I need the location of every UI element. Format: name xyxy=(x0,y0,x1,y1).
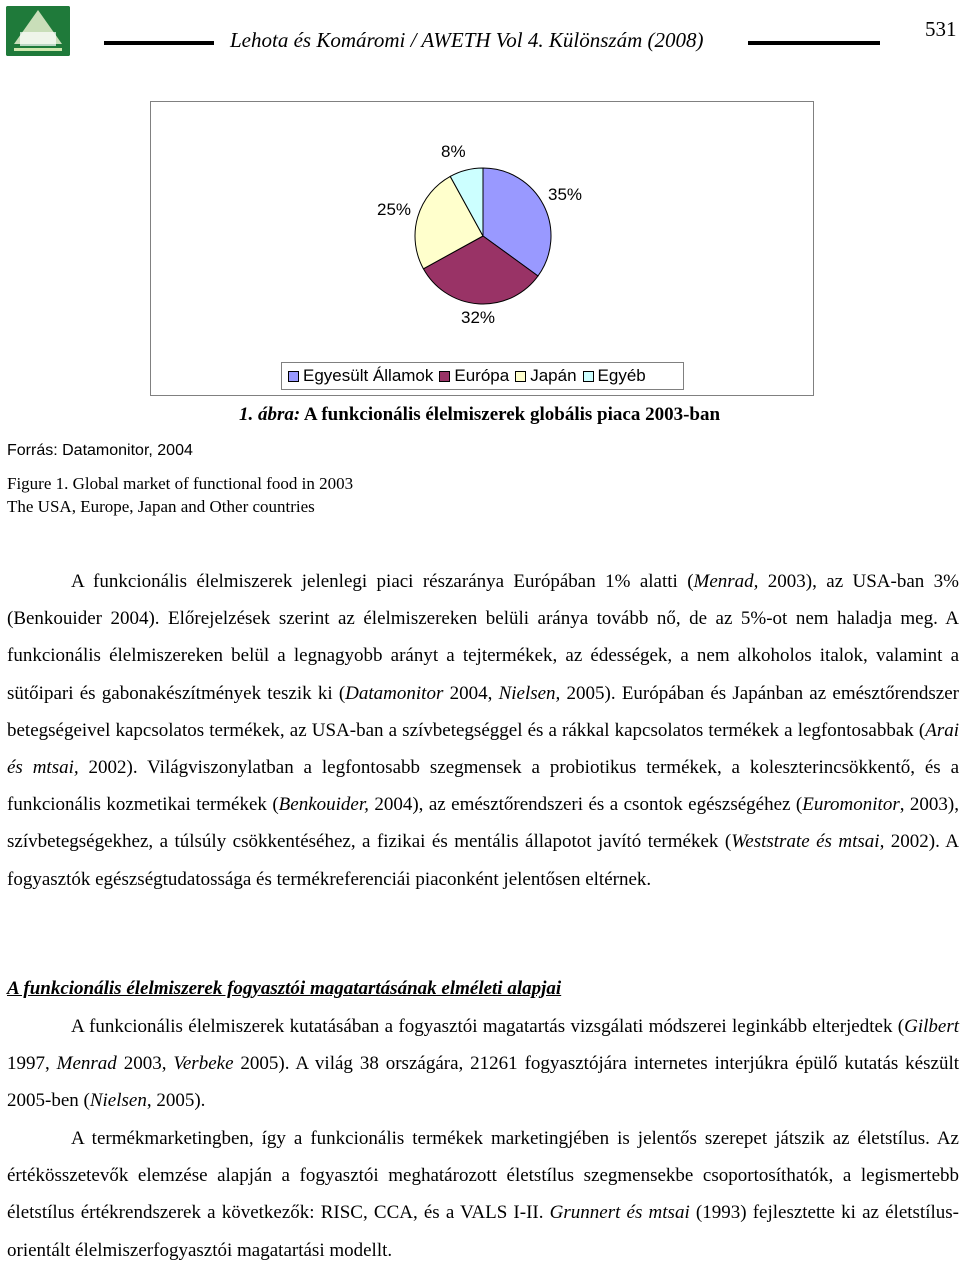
legend-swatch-japan xyxy=(515,371,526,382)
slice-label-japan: 25% xyxy=(377,200,412,219)
body-paragraph-1 xyxy=(7,563,959,898)
page-number: 531 xyxy=(925,17,957,41)
legend-item-usa xyxy=(288,366,433,386)
chart-legend xyxy=(281,362,684,390)
figure-caption-text: A funkcionális élelmiszerek globális piaca 2003-ban xyxy=(300,404,721,425)
paragraph2-run: A funkcionális élelmiszerek kutatásában a fogyasztói magatartás vizsgálati módszerei leginkább elterjedtek ( xyxy=(71,1016,905,1037)
paragraph1-run: Nielsen, xyxy=(498,682,561,704)
chart-frame xyxy=(150,101,814,396)
legend-item-europe xyxy=(439,366,509,386)
paragraph2-run: Menrad xyxy=(56,1053,117,1075)
paragraph1-run: Benkouider, xyxy=(278,794,369,816)
figure-caption xyxy=(239,404,720,426)
body-paragraph-3 xyxy=(7,1120,959,1269)
paragraph1-run: 2004, xyxy=(443,682,499,704)
logo-emblem-icon xyxy=(6,6,70,56)
legend-label-japan: Japán xyxy=(530,366,577,385)
paragraph2-run: Nielsen xyxy=(89,1090,147,1112)
paragraph1-run: 2003), az USA-ban 3% (Benkouider 2004). Előrejelzések szerint az élelmiszereken belüli aránya tovább nő, de az 5%-ot nem haladja meg. A funkcionális élelmiszereken belül a legnagyobb arányt a tejtermékek, az édességek, a nem alkoholos italok, valamint a sütőipari és gabonakészítmények teszik ki ( xyxy=(7,571,959,704)
section-heading: A funkcionális élelmiszerek fogyasztói magatartásának elméleti alapjai xyxy=(7,978,562,999)
legend-swatch-other xyxy=(583,371,594,382)
legend-label-other: Egyéb xyxy=(597,366,646,385)
paragraph1-run: Menrad, xyxy=(693,571,759,592)
paragraph2-run: , 2005). xyxy=(146,1090,206,1112)
paragraph1-run: 2004), az emésztőrendszeri és a csontok egészségéhez ( xyxy=(368,794,803,816)
paragraph1-run: Datamonitor xyxy=(345,682,444,704)
journal-logo xyxy=(6,6,70,56)
paragraph1-run: 2002). A fogyasztók egészségtudatossága és termékreferenciái piaconként jelentősen eltérnek. xyxy=(7,831,959,890)
paragraph1-run: Euromonitor xyxy=(802,794,900,816)
figure-english-caption-1: Figure 1. Global market of functional food in 2003 xyxy=(7,474,354,493)
figure-source: Forrás: Datamonitor, 2004 xyxy=(7,442,193,459)
paragraph1-run: 2005). Európában és Japánban az emésztőrendszer betegségeivel kapcsolatos termékek, az USA-ban a szívbetegséggel és a rákkal kapcsolatos termékek a legfontosabbak ( xyxy=(7,682,959,741)
paragraph2-run: 1997, xyxy=(7,1053,57,1075)
slice-label-europe: 32% xyxy=(461,308,496,327)
paragraph2-run: Verbeke xyxy=(173,1053,234,1075)
paragraph1-run: Weststrate és mtsai, xyxy=(731,831,885,853)
paragraph1-run: Arai és mtsai, xyxy=(7,719,959,779)
header-rule-right xyxy=(748,41,880,45)
paragraph2-run: 2005). A világ 38 országára, 21261 fogyasztójára internetes interjúkra épülő kutatás készült 2005-ben ( xyxy=(7,1053,960,1112)
legend-swatch-usa xyxy=(288,371,299,382)
figure-english-caption-2: The USA, Europe, Japan and Other countries xyxy=(7,497,315,516)
paragraph1-run: A funkcionális élelmiszerek jelenlegi piaci részaránya Európában 1% alatti ( xyxy=(71,571,694,592)
paragraph1-run: 2002). Világviszonylatban a legfontosabb szegmensek a probiotikus termékek, a koleszterincsökkentő, és a funkcionális kozmetikai termékek ( xyxy=(7,757,960,816)
figure-caption-prefix: 1. ábra: xyxy=(239,404,301,425)
slice-label-egyeb: 8% xyxy=(441,142,466,161)
paragraph3-run: Grunnert és mtsai xyxy=(549,1202,690,1224)
header-rule-left xyxy=(104,41,214,45)
running-head: Lehota és Komáromi / AWETH Vol 4. Különszám (2008) xyxy=(230,28,704,52)
paragraph3-run: A termékmarketingben, így a funkcionális termékek marketingjében is jelentős szerepet játszik az életstílus. Az értékösszetevők elemzése alapján a fogyasztói meghatározott életstílus szegmensekbe csoportosíthatók, a legismertebb életstílus értékrendszerek a következők: RISC, CCA, és a VALS I-II. xyxy=(7,1128,959,1224)
paragraph3-run: (1993) fejlesztette ki az életstílus-orientált élelmiszerfogyasztói magatartási modellt. xyxy=(7,1202,959,1261)
legend-swatch-europe xyxy=(439,371,450,382)
legend-label-usa: Egyesült Államok xyxy=(303,366,434,385)
body-paragraph-2 xyxy=(7,1008,959,1120)
paragraph1-run: , 2003), szívbetegségekhez, a túlsúly csökkentéséhez, a fizikai és mentális állapotot javító termékek ( xyxy=(7,794,960,853)
paragraph2-run: Gilbert xyxy=(904,1016,959,1037)
legend-item-other xyxy=(583,366,646,386)
slice-label-usa: 35% xyxy=(548,185,583,204)
pie-chart xyxy=(151,102,813,395)
paragraph2-run: 2003, xyxy=(116,1053,174,1075)
legend-item-japan xyxy=(515,366,576,386)
legend-label-europe: Európa xyxy=(454,366,510,385)
